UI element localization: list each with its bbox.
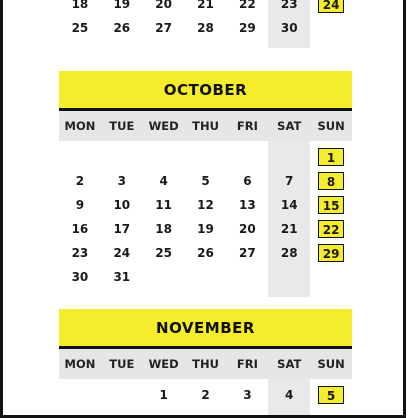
day-number: 23 [71, 246, 89, 260]
day-cell [185, 265, 227, 289]
day-number: 20 [155, 0, 172, 11]
sunday-date-box: 1 [318, 148, 344, 166]
sunday-cell [310, 16, 352, 40]
day-cell [101, 0, 143, 16]
day-number: 30 [280, 21, 298, 35]
day-cell [59, 217, 101, 241]
day-number: 19 [197, 222, 214, 236]
day-cell [143, 265, 185, 289]
day-number: 17 [113, 222, 131, 236]
day-cell [59, 169, 101, 193]
day-cell [143, 169, 185, 193]
weekday-label: SUN [317, 357, 345, 371]
weekday-label: SAT [277, 357, 302, 371]
day-number: 20 [239, 222, 256, 236]
day-cell [143, 0, 185, 16]
day-cell [101, 217, 143, 241]
weekday-label: WED [148, 119, 179, 133]
day-number: 25 [71, 21, 89, 35]
month-title: OCTOBER [59, 71, 352, 111]
day-number: 3 [117, 174, 126, 188]
day-cell [143, 241, 185, 265]
weekday-label: MON [64, 119, 96, 133]
day-cell [268, 217, 310, 241]
day-number: 26 [197, 246, 214, 260]
day-cell [226, 145, 268, 169]
sunday-cell [310, 217, 352, 241]
day-cell [101, 241, 143, 265]
day-number: 21 [280, 222, 298, 236]
sunday-cell [310, 241, 352, 265]
day-cell [101, 16, 143, 40]
day-cell [268, 193, 310, 217]
day-number: 2 [75, 174, 85, 188]
week-row [59, 193, 352, 217]
day-number: 18 [155, 222, 172, 236]
weekday-label: FRI [236, 357, 258, 371]
day-cell [59, 265, 101, 289]
weekday-label: THU [192, 119, 219, 133]
weekday-label: TUE [109, 357, 135, 371]
day-cell [101, 145, 143, 169]
week-row [59, 0, 352, 16]
sunday-cell [310, 169, 352, 193]
sunday-cell [310, 383, 352, 407]
day-cell [101, 169, 143, 193]
day-number: 21 [197, 0, 214, 11]
week-row [59, 16, 352, 40]
day-number: 4 [159, 174, 168, 188]
day-number: 4 [285, 388, 294, 402]
sunday-cell [310, 0, 352, 16]
week-row [59, 169, 352, 193]
week-row [59, 241, 352, 265]
day-number: 26 [113, 21, 131, 35]
sunday-date-box: 5 [318, 386, 344, 404]
days-grid [59, 0, 352, 40]
sunday-date-box: 22 [318, 220, 344, 238]
month-october [59, 71, 352, 289]
day-cell [268, 145, 310, 169]
sunday-cell [310, 193, 352, 217]
day-cell [268, 383, 310, 407]
day-cell [59, 16, 101, 40]
day-cell [143, 383, 185, 407]
day-cell [226, 16, 268, 40]
month-november [59, 309, 352, 407]
week-row [59, 265, 352, 289]
day-cell [59, 0, 101, 16]
day-cell [185, 383, 227, 407]
day-cell [268, 0, 310, 16]
day-cell [226, 265, 268, 289]
day-number: 13 [239, 198, 256, 212]
day-number: 14 [280, 198, 298, 212]
weekday-label: MON [64, 357, 96, 371]
day-number: 3 [243, 388, 252, 402]
day-cell [101, 265, 143, 289]
day-number: 25 [155, 246, 172, 260]
day-number: 28 [197, 21, 214, 35]
day-number: 16 [71, 222, 89, 236]
days-grid [59, 141, 352, 289]
week-row [59, 145, 352, 169]
weekday-label: WED [148, 357, 179, 371]
day-cell [185, 145, 227, 169]
day-cell [226, 383, 268, 407]
day-cell [59, 241, 101, 265]
weekday-header [59, 349, 352, 379]
day-number: 31 [113, 270, 131, 284]
sunday-date-box: 8 [318, 172, 344, 190]
weekday-label: SAT [277, 119, 302, 133]
weekday-label: THU [192, 357, 219, 371]
day-number: 30 [71, 270, 89, 284]
day-number: 2 [201, 388, 210, 402]
day-cell [59, 193, 101, 217]
month-september [59, 0, 352, 40]
day-cell [143, 145, 185, 169]
day-cell [268, 16, 310, 40]
day-number: 12 [197, 198, 214, 212]
day-cell [143, 193, 185, 217]
day-cell [185, 217, 227, 241]
day-number: 10 [113, 198, 131, 212]
day-number: 27 [155, 21, 172, 35]
day-cell [185, 0, 227, 16]
day-number: 23 [280, 0, 298, 11]
day-number: 18 [71, 0, 89, 11]
sunday-date-box: 24 [318, 0, 344, 13]
day-number: 19 [113, 0, 131, 11]
day-cell [226, 241, 268, 265]
days-grid [59, 379, 352, 407]
day-cell [226, 169, 268, 193]
day-cell [59, 383, 101, 407]
day-number: 27 [239, 246, 256, 260]
day-number: 7 [285, 174, 294, 188]
day-cell [226, 193, 268, 217]
day-cell [185, 241, 227, 265]
day-cell [185, 16, 227, 40]
day-cell [143, 16, 185, 40]
sunday-date-box: 15 [318, 196, 344, 214]
day-cell [226, 0, 268, 16]
sunday-cell [310, 145, 352, 169]
day-number: 6 [243, 174, 252, 188]
day-cell [185, 169, 227, 193]
day-number: 24 [113, 246, 131, 260]
day-cell [143, 217, 185, 241]
weekday-label: SUN [317, 119, 345, 133]
day-cell [268, 265, 310, 289]
weekday-label: FRI [236, 119, 258, 133]
week-row [59, 217, 352, 241]
month-title: NOVEMBER [59, 309, 352, 349]
day-number: 5 [201, 174, 210, 188]
day-number: 1 [159, 388, 168, 402]
sunday-date-box: 29 [318, 244, 344, 262]
day-cell [226, 217, 268, 241]
day-cell [268, 241, 310, 265]
day-cell [59, 145, 101, 169]
day-number: 29 [239, 21, 256, 35]
week-row [59, 383, 352, 407]
sunday-cell [310, 265, 352, 289]
day-cell [101, 193, 143, 217]
day-number: 9 [75, 198, 85, 212]
weekday-label: TUE [109, 119, 135, 133]
weekday-header [59, 111, 352, 141]
day-cell [101, 383, 143, 407]
day-cell [268, 169, 310, 193]
day-number: 28 [280, 246, 298, 260]
day-number: 22 [239, 0, 256, 11]
day-cell [185, 193, 227, 217]
day-number: 11 [155, 198, 172, 212]
